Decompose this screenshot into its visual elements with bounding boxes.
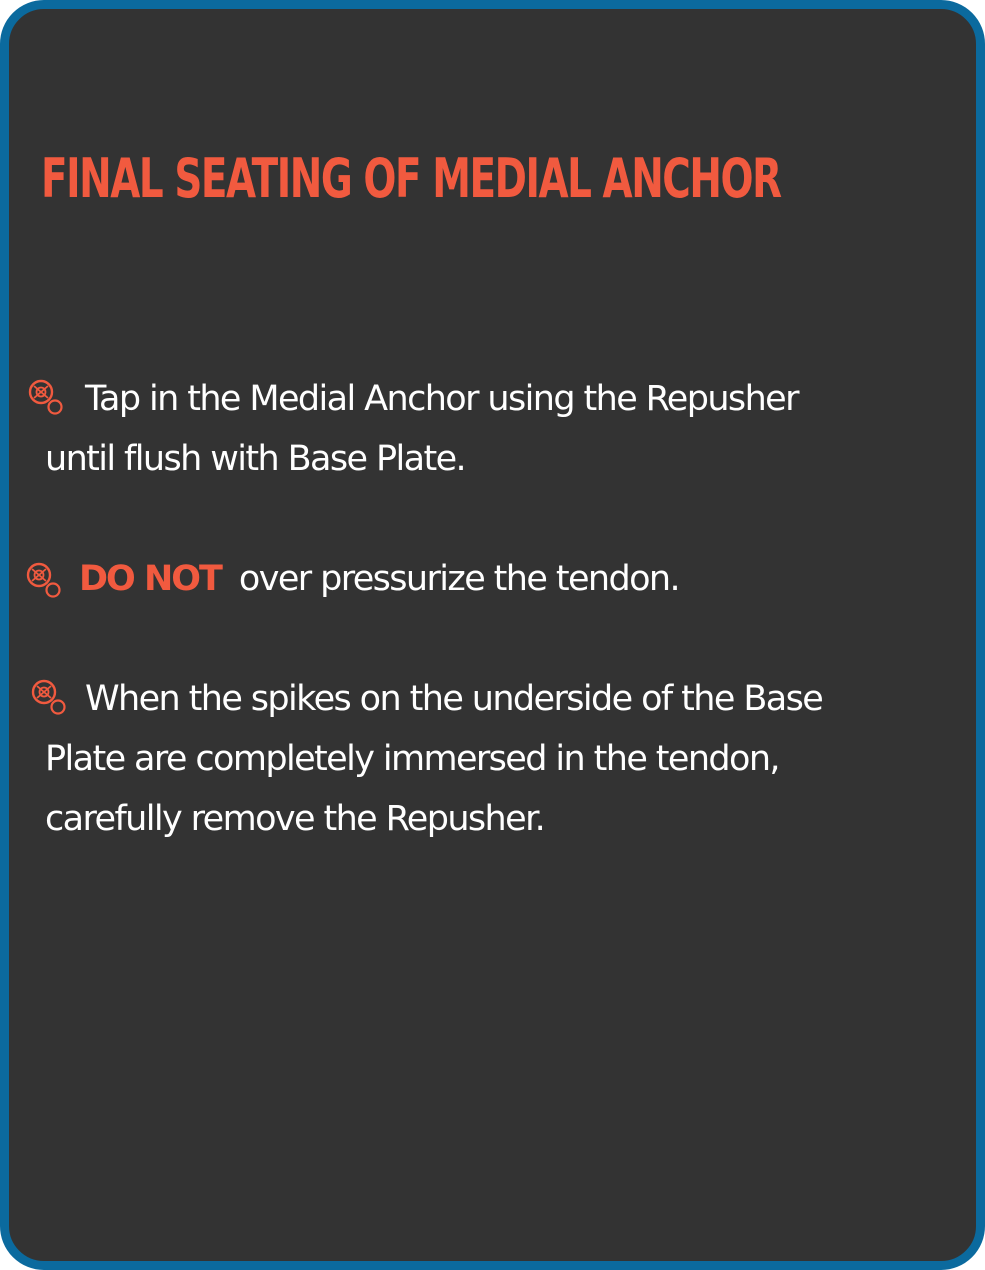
instruction-item — [43, 669, 822, 849]
warning-emphasis: DO NOT — [79, 559, 221, 599]
instruction-text: When the spikes on the underside of the Base — [85, 679, 823, 719]
card-title: FINAL SEATING OF MEDIAL ANCHOR — [41, 147, 781, 210]
instruction-text: carefully remove the Repusher. — [45, 799, 545, 839]
instruction-text: over pressurize the tendon. — [238, 559, 680, 599]
instruction-text: until flush with Base Plate. — [45, 439, 466, 479]
instruction-item — [79, 549, 679, 609]
instruction-text: Plate are completely immersed in the tendon, — [45, 739, 779, 779]
instruction-item — [43, 369, 798, 489]
anchor-bullet-icon — [24, 560, 64, 600]
instruction-text: Tap in the Medial Anchor using the Repusher — [85, 379, 798, 419]
